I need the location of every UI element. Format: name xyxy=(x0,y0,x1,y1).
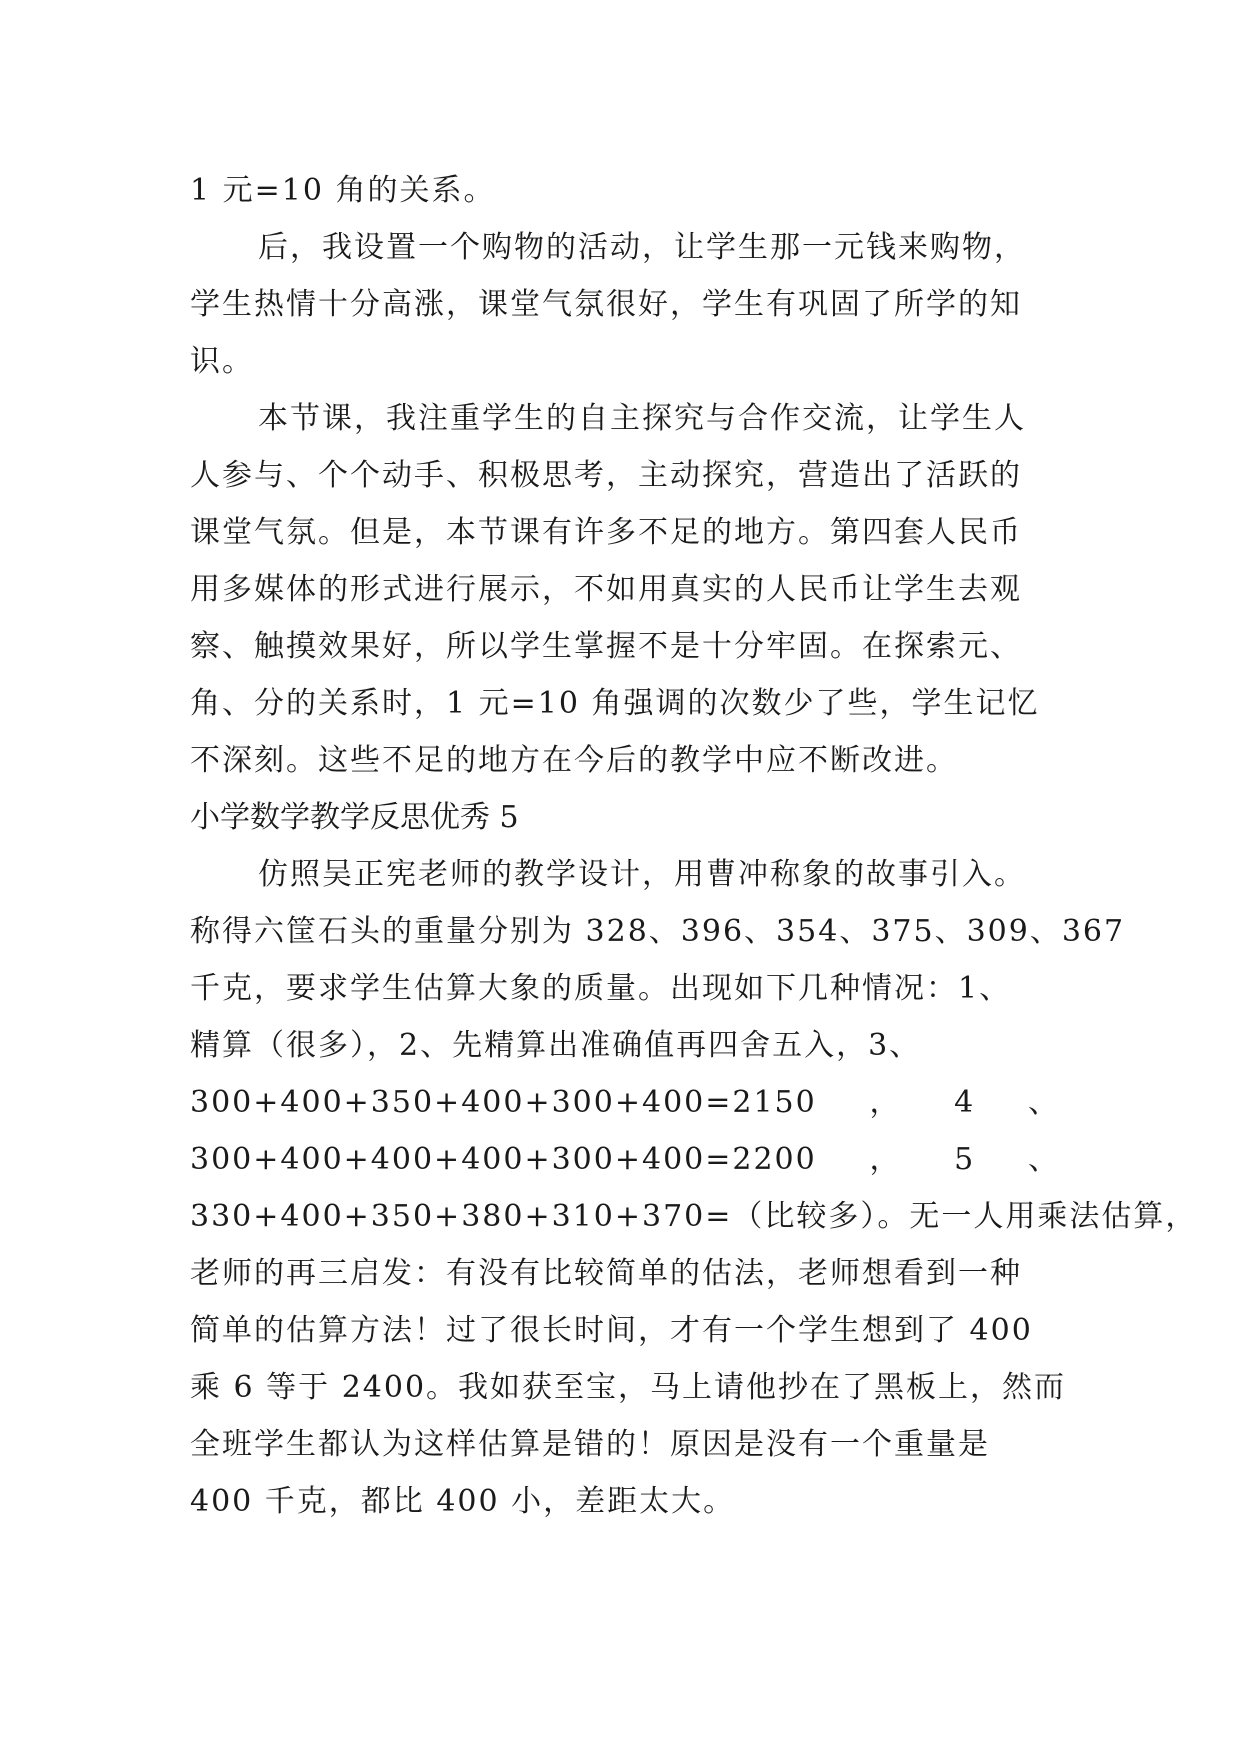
comma-text: ， xyxy=(869,1142,902,1177)
document-body xyxy=(190,162,1198,1530)
text-line: 全班学生都认为这样估算是错的！原因是没有一个重量是 xyxy=(190,1427,990,1462)
text-line: 1 元=10 角的关系。 xyxy=(190,173,496,208)
paragraph-first-line: 后，我设置一个购物的活动，让学生那一元钱来购物， xyxy=(258,230,1026,265)
text-line: 课堂气氛。但是，本节课有许多不足的地方。第四套人民币 xyxy=(190,515,1022,550)
text-line: 角、分的关系时，1 元=10 角强调的次数少了些，学生记忆 xyxy=(190,686,1040,721)
text-line: 老师的再三启发：有没有比较简单的估法，老师想看到一种 xyxy=(190,1256,1022,1291)
section-heading: 小学数学教学反思优秀 5 xyxy=(190,800,519,835)
text-line: 称得六筐石头的重量分别为 328、396、354、375、309、367 xyxy=(190,914,1126,949)
equation-text: 300+400+400+400+300+400=2200 xyxy=(190,1142,817,1177)
text-line: 330+400+350+380+310+370=（比较多）。无一人用乘法估算， xyxy=(190,1199,1198,1234)
justified-line xyxy=(190,1131,1060,1188)
comma-text: ， xyxy=(869,1085,902,1120)
text-line: 乘 6 等于 2400。我如获至宝，马上请他抄在了黑板上，然而 xyxy=(190,1370,1067,1405)
item-number: 4 xyxy=(954,1085,976,1120)
paragraph-first-line: 本节课，我注重学生的自主探究与合作交流，让学生人 xyxy=(258,401,1026,436)
text-line: 人参与、个个动手、积极思考，主动探究，营造出了活跃的 xyxy=(190,458,1022,493)
paragraph-first-line: 仿照吴正宪老师的教学设计，用曹冲称象的故事引入。 xyxy=(258,857,1026,892)
text-line: 不深刻。这些不足的地方在今后的教学中应不断改进。 xyxy=(190,743,958,778)
justified-line xyxy=(190,1074,1060,1131)
enumeration-mark: 、 xyxy=(1027,1142,1060,1177)
text-line: 千克，要求学生估算大象的质量。出现如下几种情况：1、 xyxy=(190,971,1012,1006)
text-line: 察、触摸效果好，所以学生掌握不是十分牢固。在探索元、 xyxy=(190,629,1022,664)
item-number: 5 xyxy=(954,1142,976,1177)
text-line: 简单的估算方法！过了很长时间，才有一个学生想到了 400 xyxy=(190,1313,1033,1348)
enumeration-mark: 、 xyxy=(1027,1085,1060,1120)
text-line: 400 千克，都比 400 小，差距太大。 xyxy=(190,1484,736,1519)
text-line: 学生热情十分高涨，课堂气氛很好，学生有巩固了所学的知 xyxy=(190,287,1022,322)
equation-text: 300+400+350+400+300+400=2150 xyxy=(190,1085,817,1120)
text-line: 用多媒体的形式进行展示，不如用真实的人民币让学生去观 xyxy=(190,572,1022,607)
text-line: 精算（很多），2、先精算出准确值再四舍五入，3、 xyxy=(190,1028,922,1063)
text-line: 识。 xyxy=(190,344,254,379)
